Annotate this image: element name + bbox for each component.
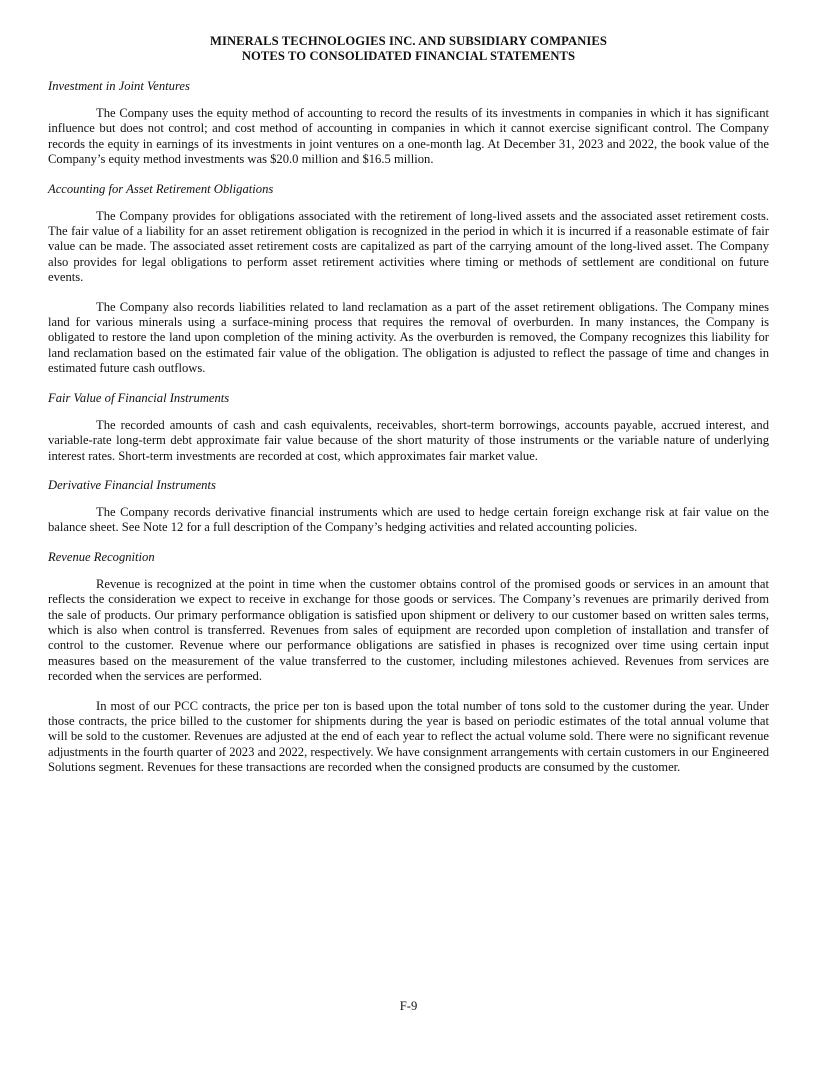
paragraph-asset-retirement-1: The Company provides for obligations associated with the retirement of long-lived assets and the associated asset retirement costs. The fair value of a liability for an asset retirement obligation is recognized in the period in which it is incurred if a reasonable estimate of fair value can be made. The associated asset retirement costs are capitalized as part of the carrying amount of the long-lived asset. The Company also provides for legal obligations to perform asset retirement activities where timing or methods of settlement are conditional on future events. xyxy=(48,208,769,285)
paragraph-asset-retirement-2: The Company also records liabilities related to land reclamation as a part of the asset retirement obligations. The Company mines land for various minerals using a surface-mining process that requires the removal of overburden. In many instances, the Company is obligated to restore the land upon completion of the mining activity. As the overburden is removed, the Company recognizes this liability for land reclamation based on the estimated fair value of the obligation. The obligation is adjusted to reflect the passage of time and changes in estimated future cash outflows. xyxy=(48,299,769,376)
paragraph-derivatives: The Company records derivative financial instruments which are used to hedge certain foreign exchange risk at fair value on the balance sheet. See Note 12 for a full description of the Company’s hedging activities and related accounting policies. xyxy=(48,504,769,535)
paragraph-revenue-1: Revenue is recognized at the point in time when the customer obtains control of the promised goods or services in an amount that reflects the consideration we expect to receive in exchange for those goods or services. The Company’s revenues are primarily derived from the sale of products. Our primary performance obligation is satisfied upon shipment or delivery to our customer based on written sales terms, which is also when control is transferred. Revenues from sales of equipment are recorded upon completion of installation and transfer of control to the customer. Revenue where our performance obligations are satisfied in phases is recognized over time using certain input measures based on the measurement of the value transferred to the customer, including milestones achieved. Revenues from services are recorded when the services are performed. xyxy=(48,576,769,684)
section-title-joint-ventures: Investment in Joint Ventures xyxy=(48,79,190,93)
section-title-asset-retirement: Accounting for Asset Retirement Obligations xyxy=(48,181,274,196)
section-title-fair-value: Fair Value of Financial Instruments xyxy=(48,390,230,405)
document-header xyxy=(48,34,769,64)
section-title-revenue: Revenue Recognition xyxy=(48,549,155,564)
paragraph-revenue-2: In most of our PCC contracts, the price per ton is based upon the total number of tons sold to the customer during the year. Under those contracts, the price billed to the customer for shipments during the year is based on periodic estimates of the total annual volume that will be sold to the customer. Revenues are adjusted at the end of each year to reflect the actual volume sold. There were no significant revenue adjustments in the fourth quarter of 2023 and 2022, respectively. We have consignment arrangements with certain customers in our Engineered Solutions segment. Revenues for these transactions are recorded when the consigned products are consumed by the customer. xyxy=(48,698,769,775)
page-number: F-9 xyxy=(399,999,418,1013)
paragraph-fair-value: The recorded amounts of cash and cash equivalents, receivables, short-term borrowings, accounts payable, accrued interest, and variable-rate long-term debt approximate fair value because of the short maturity of those instruments or the variable nature of underlying interest rates. Short-term investments are recorded at cost, which approximates fair market value. xyxy=(48,417,769,463)
notes-title: NOTES TO CONSOLIDATED FINANCIAL STATEMENTS xyxy=(241,49,576,63)
section-title-derivatives: Derivative Financial Instruments xyxy=(48,477,216,492)
company-title: MINERALS TECHNOLOGIES INC. AND SUBSIDIARY COMPANIES xyxy=(210,34,607,48)
document-page xyxy=(48,34,769,776)
paragraph-joint-ventures: The Company uses the equity method of accounting to record the results of its investments in companies in which it has significant influence but does not control; and cost method of accounting in companies in which it cannot exercise significant control. The Company records the equity in earnings of its investments in joint ventures on a one-month lag. At December 31, 2023 and 2022, the book value of the Company’s equity method investments was $20.0 million and $16.5 million. xyxy=(48,106,769,167)
